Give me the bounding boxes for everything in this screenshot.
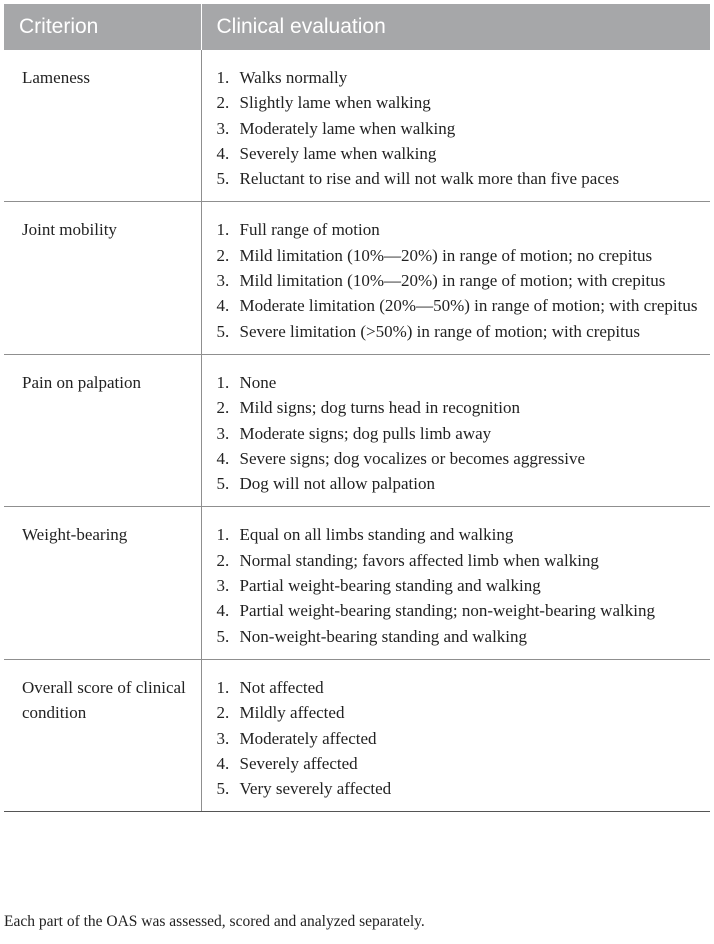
evaluation-item xyxy=(217,776,703,801)
table-row xyxy=(4,202,710,354)
evaluation-number: 3. xyxy=(216,271,230,291)
evaluation-text: Mild limitation (10%—20%) in range of motion; no crepitus xyxy=(239,245,653,265)
evaluation-text: Full range of motion xyxy=(239,220,380,240)
evaluation-number: 1. xyxy=(216,525,230,545)
evaluation-text: Walks normally xyxy=(239,68,348,87)
evaluation-number: 5. xyxy=(216,474,230,494)
evaluation-item xyxy=(217,217,703,242)
evaluation-number: 3. xyxy=(216,423,230,443)
evaluation-item xyxy=(217,522,703,547)
evaluation-number: 5. xyxy=(216,321,230,341)
evaluation-text: Severe signs; dog vocalizes or becomes aggressive xyxy=(239,448,586,468)
evaluation-text: Dog will not allow palpation xyxy=(239,474,435,494)
evaluation-number: 1. xyxy=(216,220,230,240)
evaluation-text: Very severely affected xyxy=(239,779,392,799)
evaluation-item xyxy=(217,141,703,166)
header-criterion: Criterion xyxy=(4,4,201,50)
evaluation-number: 1. xyxy=(216,677,230,697)
evaluation-number: 2. xyxy=(216,245,230,265)
evaluation-cell xyxy=(201,50,710,202)
evaluation-cell xyxy=(201,507,710,659)
evaluation-item xyxy=(217,700,703,725)
evaluation-item xyxy=(217,471,703,496)
table-footnote: Each part of the OAS was assessed, scored and analyzed separately. xyxy=(4,913,425,930)
evaluation-number: 1. xyxy=(216,68,230,87)
evaluation-item xyxy=(217,319,703,344)
header-row xyxy=(4,4,710,50)
evaluation-item xyxy=(217,598,703,623)
criterion-cell: Joint mobility xyxy=(4,202,201,354)
evaluation-item xyxy=(217,548,703,573)
oas-table-container xyxy=(4,4,710,812)
evaluation-text: Non-weight-bearing standing and walking xyxy=(239,626,528,646)
evaluation-number: 1. xyxy=(216,372,230,392)
evaluation-item xyxy=(217,116,703,141)
evaluation-cell xyxy=(201,202,710,354)
evaluation-item xyxy=(217,268,703,293)
table-row xyxy=(4,354,710,506)
criterion-cell: Overall score of clinical condition xyxy=(4,659,201,811)
table-row xyxy=(4,659,710,811)
evaluation-text: Severely lame when walking xyxy=(239,143,437,163)
evaluation-number: 5. xyxy=(216,169,230,189)
evaluation-cell xyxy=(201,659,710,811)
evaluation-number: 4. xyxy=(216,448,230,468)
evaluation-number: 3. xyxy=(216,118,230,138)
evaluation-number: 2. xyxy=(216,398,230,418)
table-header xyxy=(4,4,710,50)
evaluation-item xyxy=(217,395,703,420)
evaluation-text: Equal on all limbs standing and walking xyxy=(239,525,514,545)
evaluation-text: Severe limitation (>50%) in range of motion; with crepitus xyxy=(239,321,640,341)
table-row xyxy=(4,50,710,202)
evaluation-item xyxy=(217,370,703,395)
evaluation-item xyxy=(217,166,703,191)
evaluation-text: Mildly affected xyxy=(239,703,345,723)
criterion-cell: Lameness xyxy=(4,50,201,202)
header-clinical-evaluation: Clinical evaluation xyxy=(201,4,710,50)
evaluation-item xyxy=(217,675,703,700)
evaluation-text: None xyxy=(239,372,277,392)
evaluation-list xyxy=(217,65,703,191)
evaluation-item xyxy=(217,573,703,598)
evaluation-number: 3. xyxy=(216,728,230,748)
table-body xyxy=(4,50,710,812)
evaluation-text: Moderate signs; dog pulls limb away xyxy=(239,423,492,443)
evaluation-item xyxy=(217,726,703,751)
evaluation-cell xyxy=(201,354,710,506)
evaluation-list xyxy=(217,217,703,343)
evaluation-text: Mild signs; dog turns head in recognition xyxy=(239,398,520,418)
evaluation-number: 4. xyxy=(216,143,230,163)
evaluation-number: 2. xyxy=(216,550,230,570)
evaluation-text: Moderately affected xyxy=(239,728,377,748)
evaluation-text: Normal standing; favors affected limb when walking xyxy=(239,550,599,570)
evaluation-number: 5. xyxy=(216,626,230,646)
evaluation-number: 4. xyxy=(216,296,230,316)
evaluation-item xyxy=(217,421,703,446)
evaluation-text: Partial weight-bearing standing and walking xyxy=(239,576,541,596)
evaluation-item xyxy=(217,446,703,471)
evaluation-text: Moderate limitation (20%—50%) in range of motion; with crepitus xyxy=(239,296,698,316)
criterion-cell: Pain on palpation xyxy=(4,354,201,506)
evaluation-text: Partial weight-bearing standing; non-weight-bearing walking xyxy=(239,601,655,621)
evaluation-list xyxy=(217,370,703,496)
evaluation-item xyxy=(217,90,703,115)
evaluation-text: Mild limitation (10%—20%) in range of motion; with crepitus xyxy=(239,271,666,291)
table-row xyxy=(4,507,710,659)
evaluation-text: Severely affected xyxy=(239,753,358,773)
evaluation-item xyxy=(217,293,703,318)
evaluation-text: Reluctant to rise and will not walk more than five paces xyxy=(239,169,620,189)
evaluation-number: 4. xyxy=(216,601,230,621)
evaluation-text: Not affected xyxy=(239,677,324,697)
evaluation-list xyxy=(217,522,703,648)
evaluation-list xyxy=(217,675,703,801)
evaluation-number: 5. xyxy=(216,779,230,799)
evaluation-item xyxy=(217,624,703,649)
evaluation-item xyxy=(217,751,703,776)
evaluation-item xyxy=(217,65,703,90)
evaluation-number: 3. xyxy=(216,576,230,596)
evaluation-text: Moderately lame when walking xyxy=(239,118,456,138)
evaluation-number: 2. xyxy=(216,703,230,723)
oas-criteria-table xyxy=(4,4,710,812)
evaluation-number: 2. xyxy=(216,93,230,113)
criterion-cell: Weight-bearing xyxy=(4,507,201,659)
evaluation-number: 4. xyxy=(216,753,230,773)
evaluation-item xyxy=(217,243,703,268)
evaluation-text: Slightly lame when walking xyxy=(239,93,431,113)
